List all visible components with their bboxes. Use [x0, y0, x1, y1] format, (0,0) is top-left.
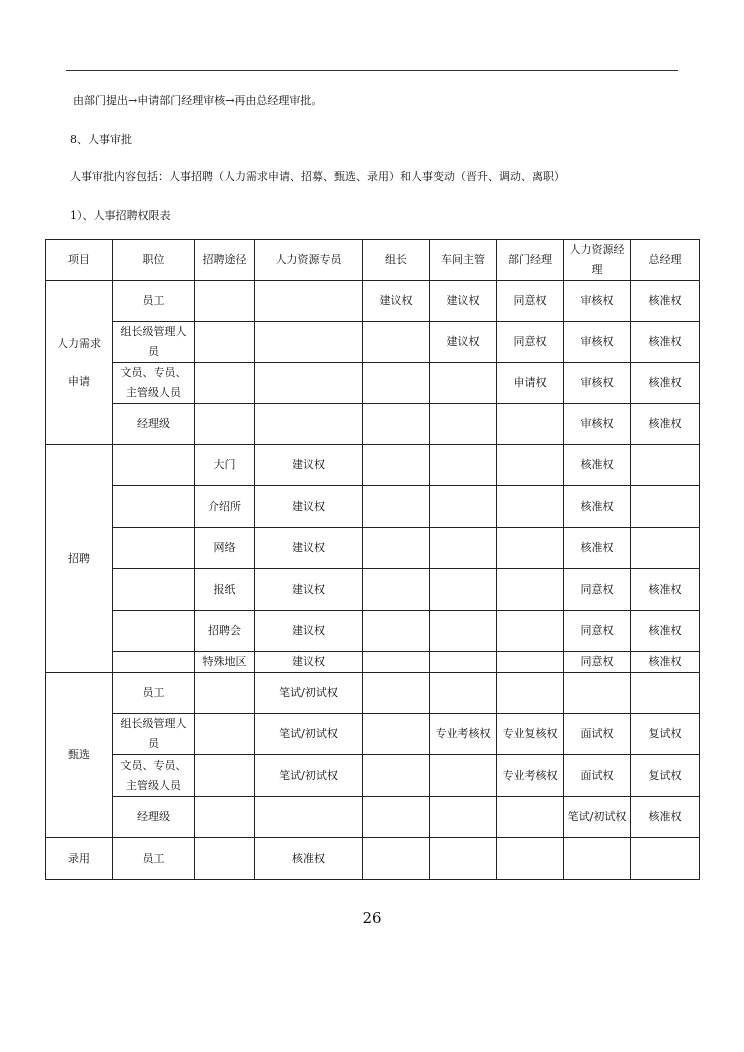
workshop-supervisor-cell: 建议权 — [430, 322, 497, 363]
channel-cell: 介绍所 — [195, 486, 255, 528]
workshop-supervisor-cell — [430, 673, 497, 714]
dept-manager-cell — [497, 611, 564, 652]
hr-specialist-cell — [255, 281, 363, 322]
table-title: 1）、人事招聘权限表 — [70, 209, 171, 222]
position-cell: 组长级管理人员 — [113, 322, 195, 363]
channel-cell: 网络 — [195, 528, 255, 569]
channel-cell — [195, 404, 255, 445]
intro-line: 由部门提出→申请部门经理审核→再由总经理审批。 — [73, 94, 323, 107]
general-manager-cell: 核准权 — [631, 797, 700, 838]
team-leader-cell — [363, 404, 430, 445]
hr-manager-cell: 面试权 — [564, 755, 631, 797]
hr-specialist-cell: 核准权 — [255, 838, 363, 880]
hr-manager-cell: 同意权 — [564, 652, 631, 673]
general-manager-cell: 核准权 — [631, 281, 700, 322]
position-cell — [113, 569, 195, 611]
channel-cell — [195, 673, 255, 714]
position-cell: 员工 — [113, 673, 195, 714]
table-row — [46, 755, 700, 797]
general-manager-cell: 核准权 — [631, 611, 700, 652]
table-row — [46, 404, 700, 445]
hr-manager-cell: 审核权 — [564, 322, 631, 363]
dept-manager-cell — [497, 445, 564, 486]
hr-specialist-cell: 建议权 — [255, 569, 363, 611]
table-row — [46, 569, 700, 611]
hr-specialist-cell: 笔试/初试权 — [255, 673, 363, 714]
workshop-supervisor-cell — [430, 797, 497, 838]
dept-manager-cell — [497, 652, 564, 673]
table-row — [46, 838, 700, 880]
workshop-supervisor-cell — [430, 404, 497, 445]
workshop-supervisor-cell — [430, 611, 497, 652]
position-cell: 员工 — [113, 838, 195, 880]
hr-manager-cell: 核准权 — [564, 486, 631, 528]
table-row — [46, 714, 700, 755]
dept-manager-cell — [497, 404, 564, 445]
hr-manager-cell: 同意权 — [564, 569, 631, 611]
table-header-row — [46, 240, 700, 281]
general-manager-cell: 核准权 — [631, 363, 700, 404]
header-cell: 车间主管 — [430, 240, 497, 281]
team-leader-cell — [363, 322, 430, 363]
page-number: 26 — [362, 909, 382, 927]
header-cell: 招聘途径 — [195, 240, 255, 281]
general-manager-cell — [631, 486, 700, 528]
header-cell: 总经理 — [631, 240, 700, 281]
channel-cell: 特殊地区 — [195, 652, 255, 673]
position-cell: 经理级 — [113, 797, 195, 838]
group-label-cell: 人力需求申请 — [46, 281, 113, 445]
group-label-cell: 甄选 — [46, 673, 113, 838]
position-cell: 员工 — [113, 281, 195, 322]
hr-specialist-cell: 建议权 — [255, 611, 363, 652]
channel-cell — [195, 363, 255, 404]
channel-cell — [195, 755, 255, 797]
table-row — [46, 486, 700, 528]
hr-manager-cell: 审核权 — [564, 363, 631, 404]
dept-manager-cell — [497, 569, 564, 611]
dept-manager-cell — [497, 838, 564, 880]
dept-manager-cell — [497, 797, 564, 838]
dept-manager-cell — [497, 528, 564, 569]
general-manager-cell: 复试权 — [631, 755, 700, 797]
channel-cell — [195, 714, 255, 755]
dept-manager-cell: 申请权 — [497, 363, 564, 404]
section-description: 人事审批内容包括：人事招聘（人力需求申请、招募、甄选、录用）和人事变动（晋升、调动、离职） — [70, 170, 565, 183]
dept-manager-cell — [497, 486, 564, 528]
general-manager-cell: 核准权 — [631, 322, 700, 363]
hr-manager-cell — [564, 673, 631, 714]
general-manager-cell — [631, 673, 700, 714]
dept-manager-cell: 专业考核权 — [497, 755, 564, 797]
hr-manager-cell: 同意权 — [564, 611, 631, 652]
hr-specialist-cell — [255, 322, 363, 363]
workshop-supervisor-cell — [430, 755, 497, 797]
position-cell — [113, 611, 195, 652]
hr-specialist-cell: 笔试/初试权 — [255, 714, 363, 755]
team-leader-cell — [363, 673, 430, 714]
team-leader-cell — [363, 652, 430, 673]
header-cell: 人力资源经理 — [564, 240, 631, 281]
team-leader-cell — [363, 838, 430, 880]
workshop-supervisor-cell: 建议权 — [430, 281, 497, 322]
workshop-supervisor-cell — [430, 445, 497, 486]
team-leader-cell — [363, 797, 430, 838]
team-leader-cell — [363, 755, 430, 797]
position-cell — [113, 445, 195, 486]
position-cell: 组长级管理人员 — [113, 714, 195, 755]
general-manager-cell: 核准权 — [631, 652, 700, 673]
general-manager-cell: 核准权 — [631, 404, 700, 445]
dept-manager-cell: 专业复核权 — [497, 714, 564, 755]
channel-cell: 招聘会 — [195, 611, 255, 652]
header-cell: 项目 — [46, 240, 113, 281]
general-manager-cell — [631, 445, 700, 486]
hr-specialist-cell: 建议权 — [255, 445, 363, 486]
team-leader-cell — [363, 714, 430, 755]
team-leader-cell — [363, 445, 430, 486]
header-cell: 部门经理 — [497, 240, 564, 281]
channel-cell — [195, 281, 255, 322]
general-manager-cell: 核准权 — [631, 569, 700, 611]
position-cell — [113, 652, 195, 673]
channel-cell: 报纸 — [195, 569, 255, 611]
hr-manager-cell: 面试权 — [564, 714, 631, 755]
hr-specialist-cell: 建议权 — [255, 486, 363, 528]
general-manager-cell — [631, 528, 700, 569]
workshop-supervisor-cell — [430, 569, 497, 611]
dept-manager-cell: 同意权 — [497, 281, 564, 322]
channel-cell: 大门 — [195, 445, 255, 486]
channel-cell — [195, 797, 255, 838]
hr-manager-cell — [564, 838, 631, 880]
header-cell: 组长 — [363, 240, 430, 281]
workshop-supervisor-cell: 专业考核权 — [430, 714, 497, 755]
table-row — [46, 797, 700, 838]
table-row — [46, 322, 700, 363]
team-leader-cell — [363, 363, 430, 404]
dept-manager-cell — [497, 673, 564, 714]
hr-specialist-cell: 建议权 — [255, 652, 363, 673]
workshop-supervisor-cell — [430, 363, 497, 404]
general-manager-cell: 复试权 — [631, 714, 700, 755]
hr-manager-cell: 审核权 — [564, 404, 631, 445]
hr-specialist-cell: 建议权 — [255, 528, 363, 569]
table-row — [46, 528, 700, 569]
group-label-cell: 录用 — [46, 838, 113, 880]
team-leader-cell — [363, 486, 430, 528]
table-row — [46, 652, 700, 673]
table-row — [46, 611, 700, 652]
team-leader-cell — [363, 611, 430, 652]
general-manager-cell — [631, 838, 700, 880]
dept-manager-cell: 同意权 — [497, 322, 564, 363]
table-row — [46, 281, 700, 322]
workshop-supervisor-cell — [430, 486, 497, 528]
table-row — [46, 673, 700, 714]
group-label-cell: 招聘 — [46, 445, 113, 673]
position-cell — [113, 528, 195, 569]
hr-manager-cell: 审核权 — [564, 281, 631, 322]
hr-specialist-cell — [255, 404, 363, 445]
channel-cell — [195, 838, 255, 880]
header-cell: 职位 — [113, 240, 195, 281]
team-leader-cell — [363, 569, 430, 611]
position-cell: 经理级 — [113, 404, 195, 445]
hr-specialist-cell: 笔试/初试权 — [255, 755, 363, 797]
header-cell: 人力资源专员 — [255, 240, 363, 281]
hr-specialist-cell — [255, 797, 363, 838]
hr-manager-cell: 笔试/初试权 — [564, 797, 631, 838]
table-row — [46, 445, 700, 486]
channel-cell — [195, 322, 255, 363]
permission-table — [45, 239, 700, 880]
position-cell: 文员、专员、主管级人员 — [113, 755, 195, 797]
section-heading: 8、人事审批 — [70, 133, 132, 146]
team-leader-cell: 建议权 — [363, 281, 430, 322]
hr-manager-cell: 核准权 — [564, 445, 631, 486]
workshop-supervisor-cell — [430, 838, 497, 880]
table-row — [46, 363, 700, 404]
position-cell — [113, 486, 195, 528]
team-leader-cell — [363, 528, 430, 569]
workshop-supervisor-cell — [430, 528, 497, 569]
header-rule — [66, 70, 678, 71]
position-cell: 文员、专员、主管级人员 — [113, 363, 195, 404]
hr-specialist-cell — [255, 363, 363, 404]
hr-manager-cell: 核准权 — [564, 528, 631, 569]
workshop-supervisor-cell — [430, 652, 497, 673]
